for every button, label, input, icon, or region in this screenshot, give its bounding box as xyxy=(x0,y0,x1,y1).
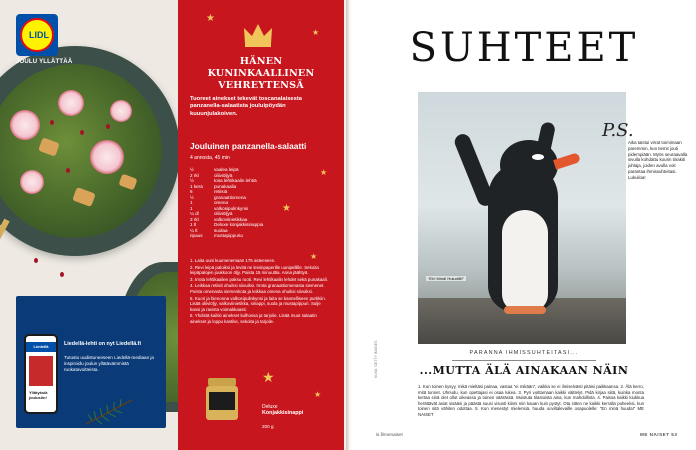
ingredient-qty: ¼ tl xyxy=(190,227,198,233)
ps-text: Aika taistui virrat toimimaan paremmin, kun tiemit jouti pidempiään. Myös seuraavalla sivulla kohdattu kourin tiirakiti juhlaja, joiden avulla voit parantaa ihmissuhteitasi. Lukuiloa! xyxy=(628,140,688,180)
pomegranate-seed xyxy=(80,130,84,135)
ingredient-qty: 1 xyxy=(190,205,193,211)
brand-label: JOULU YLLÄTTÄÄ xyxy=(16,59,73,65)
recipe-step: 2. Revi leipä paloiksi ja levitä ne leivinpaperille uunipellille. Sekoita leipäpalojen joukkoon öljy. Paista 15 minuuttia. Anna jäähtyä. xyxy=(190,264,319,276)
ingredient-name: vaalea leipä xyxy=(214,167,239,172)
ps-mark: P.S. xyxy=(602,120,634,141)
liedella-ad[interactable] xyxy=(16,296,166,428)
ingredient-qty: 3 rkl xyxy=(190,216,199,222)
star-icon: ★ xyxy=(320,168,328,177)
pomegranate-seed xyxy=(34,258,38,263)
ingredient-name: oliiviöljyä xyxy=(214,211,233,216)
kicker: PARANNA IHMISSUHTEITASI... xyxy=(469,350,579,356)
right-page xyxy=(352,0,696,450)
star-icon: ★ xyxy=(310,252,318,261)
recipe-step: 6. Yhdistä kaikki ainekset kulhossa ja tarjoile. Lisää muut salaatin ainekset ja loppu kastike, sekoita ja tarjoile. xyxy=(190,313,317,324)
mustard-jar xyxy=(206,378,238,420)
recipe-step: 4. Leikkaa retiisit ohuiksi siivuiksi. Irrota granaattiomenasta siemenet. Poista omenasta siemenkota ja leikkaa omena ohuiksi siivuiksi. xyxy=(190,283,325,294)
pine-branch-icon xyxy=(84,396,134,426)
ad-title: Liedellä-lehti on nyt Liedellä.fi xyxy=(64,341,141,347)
pomegranate-seed xyxy=(50,120,54,125)
crown-icon xyxy=(242,22,274,48)
ingredient-qty: ¼ dl xyxy=(190,211,199,216)
speech-caption: “Eh! Minä! Huludiili!” xyxy=(426,276,466,281)
recipe-step: 1. Laita uuni kuumenemaan 175 asteeseen. xyxy=(190,258,276,263)
star-icon: ★ xyxy=(262,369,275,385)
ingredient-name: tosa lehtikaalin lehtiä xyxy=(214,178,257,183)
step-list xyxy=(190,258,330,326)
ingredient-qty: ½ xyxy=(190,178,194,183)
ingredient-row xyxy=(190,233,336,239)
ingredient-list xyxy=(190,167,336,239)
pomegranate-seed xyxy=(66,168,70,173)
headline: HÄNEN KUNINKAALLINEN VEHREYTENSÄ xyxy=(207,56,315,91)
ingredient-name: retiisiä xyxy=(214,189,228,194)
recipe-step: 5. Kuori ja hienonna valkosipulinkynsi ja laita se kannelliseen purkkiin. Lisää oliiviöljy, valkoviinietikka, sinappi, suola ja mustapippuri. Sulje kansi ja ravista voimakkaasti. xyxy=(190,295,326,312)
product-caption: Deluxe Konjakkisinappi xyxy=(262,404,304,416)
servings: 4 annosta, 45 min xyxy=(190,155,230,161)
subhead: ...MUTTA ÄLÄ AINAKAAN NÄIN xyxy=(419,364,629,377)
star-icon: ★ xyxy=(282,203,291,214)
ingredient-name: valkoviinietikkaa xyxy=(214,216,248,222)
radish-slice xyxy=(10,110,40,140)
recipe-panel xyxy=(178,0,344,450)
ingredient-name: granaattiomena xyxy=(214,194,246,200)
photo-credit: KUVA: GETTY IMAGES xyxy=(374,340,378,378)
ingredient-name: oliiviöljyä xyxy=(214,172,233,178)
footer-page: ME NAISET 53 xyxy=(640,432,678,437)
radish-slice xyxy=(110,100,132,122)
body-text: 1. Kun toinen kysyy, mikä mieltäsi painaa, vastaa “ei mikään”, vaikka se ei ilmiselvästi pitäisi paikkaansa. 2. Älä kerro, mitä tunnet. Uhriudu, kun opettajasi ei osaa lukea. 3. Pyri voittamaan kaikki väittelyt. Pidä kirjaa siitä, kuinka monta kertaa sinä olet ollut oikeassa ja toinen väärässä. Muistuta tilastoista aina, kun mahdollista. 4. Paissa kaikki kiukkua herättävät asiat sisääsi ja päästä suusi visusti kiinni niin kauan kuin pystyt. Ota sitten ne kaikki kerralla puheeksi, kun toinen sitä vähiten odottaa. 5. Kun menestyt mielensiä, huuda ooviltalevaille osapuolelle: “En minä huuda!” ME NAISET xyxy=(418,384,644,417)
pomegranate-seed xyxy=(60,272,64,277)
recipe-step: 3. Irrota lehtikaalien paksu ruoti. Revi lehtikaalin lehdet sekä punakaali. xyxy=(190,276,328,282)
ingredient-name: Deluxe konjakkisinappia xyxy=(214,222,264,227)
section-title: SUHTEET xyxy=(409,25,639,71)
intro-text: Tuoreet ainekset tekevät toscanalaisesta panzanella-salaatista jouluipöydän kuuunjulakoiven. xyxy=(190,96,303,117)
ingredient-qty: ½ xyxy=(190,194,194,200)
ingredient-qty: 6 xyxy=(190,189,193,194)
ingredient-name: mustapippuria xyxy=(214,233,243,238)
star-icon: ★ xyxy=(314,390,322,399)
ingredient-name: suolaa xyxy=(214,227,228,233)
product-size: 200 g xyxy=(262,424,274,429)
gold-fork xyxy=(0,219,10,319)
divider xyxy=(452,360,596,361)
ingredient-qty: 1 xyxy=(190,200,193,205)
ingredient-qty: ½ xyxy=(190,167,194,172)
penguin-photo xyxy=(418,92,626,344)
ingredient-name: punakaalia xyxy=(214,183,237,189)
phone-mockup: Liedellä Yllätyksiä joulusiin! xyxy=(24,334,58,414)
star-icon: ★ xyxy=(206,13,215,24)
radish-slice xyxy=(90,140,124,174)
footer-url: is.fi/menaiset xyxy=(376,432,403,437)
ingredient-qty: 2 rkl xyxy=(190,172,199,178)
recipe-title: Jouluinen panzanella-salaatti xyxy=(190,141,307,151)
salad-photo xyxy=(0,0,178,450)
ingredient-qty: 1 kerä xyxy=(190,183,203,189)
star-icon: ★ xyxy=(312,28,320,37)
ad-text: Tutustu uudistuneeseen Liedellä-mediaan ja inspiroidu joulun yllätävämmistä ruokatavoitteista. xyxy=(64,355,154,372)
ingredient-name: omena xyxy=(214,200,229,205)
pomegranate-seed xyxy=(106,124,110,129)
ingredient-name: valkosipulinkynsi xyxy=(214,205,249,211)
lidl-logo: LIDL xyxy=(16,14,58,56)
ingredient-qty: ripaus xyxy=(190,233,203,238)
ingredient-qty: 1 tl xyxy=(190,222,197,227)
radish-slice xyxy=(20,170,44,194)
radish-slice xyxy=(58,90,84,116)
